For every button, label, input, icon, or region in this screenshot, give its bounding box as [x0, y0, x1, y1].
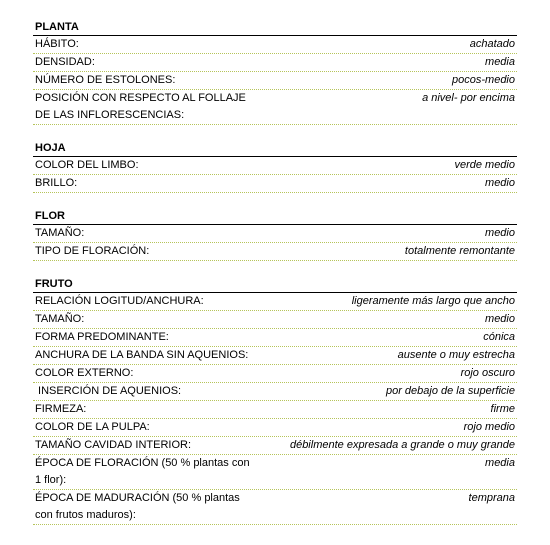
table-row — [33, 365, 517, 383]
row-label: COLOR DEL LIMBO: — [35, 159, 139, 171]
row-value: media — [485, 56, 515, 68]
table-row — [33, 293, 517, 311]
row-label: ANCHURA DE LA BANDA SIN AQUENIOS: — [35, 349, 249, 361]
row-value: ligeramente más largo que ancho — [351, 295, 515, 307]
table-row — [33, 90, 517, 125]
table-row — [33, 175, 517, 193]
row-label: TAMAÑO: — [35, 313, 85, 325]
table-row — [33, 72, 517, 90]
row-label: FORMA PREDOMINANTE: — [35, 331, 169, 343]
table-row — [33, 157, 517, 175]
row-label: COLOR DE LA PULPA: — [35, 421, 150, 433]
row-value: ausente o muy estrecha — [397, 349, 515, 361]
row-label: ÉPOCA DE MADURACIÓN (50 % plantas con frutos maduros): — [35, 492, 240, 521]
section-title: HOJA — [33, 141, 517, 157]
row-value: firme — [490, 403, 515, 415]
table-row — [33, 225, 517, 243]
table-row — [33, 36, 517, 54]
row-value: pocos-medio — [452, 74, 515, 86]
row-label: COLOR EXTERNO: — [35, 367, 134, 379]
table-row — [33, 490, 517, 525]
row-value: rojo oscuro — [460, 367, 515, 379]
row-value: totalmente remontante — [404, 245, 515, 257]
row-value: verde medio — [454, 159, 515, 171]
row-label: DENSIDAD: — [35, 56, 95, 68]
row-value: medio — [485, 227, 515, 239]
table-row — [33, 455, 517, 490]
table-row — [33, 437, 517, 455]
row-value: medio — [485, 177, 515, 189]
row-value: débilmente expresada a grande o muy grande — [289, 439, 515, 451]
row-value: rojo medio — [463, 421, 515, 433]
table-row — [33, 419, 517, 437]
row-value: por debajo de la superficie — [385, 385, 515, 397]
section-title: PLANTA — [33, 20, 517, 36]
row-label: NÚMERO DE ESTOLONES: — [35, 74, 176, 86]
table-row — [33, 383, 517, 401]
row-label: HÁBITO: — [35, 38, 79, 50]
row-value: cónica — [483, 331, 515, 343]
section-title: FLOR — [33, 209, 517, 225]
row-value: medio — [485, 313, 515, 325]
row-label: TAMAÑO CAVIDAD INTERIOR: — [35, 439, 192, 451]
characteristics-sheet — [33, 20, 517, 541]
row-value: temprana — [468, 492, 515, 504]
row-label: RELACIÓN LOGITUD/ANCHURA: — [35, 295, 204, 307]
row-value: media — [485, 457, 515, 469]
row-label: BRILLO: — [35, 177, 78, 189]
section-hoja — [33, 141, 517, 193]
row-value: a nivel- por encima — [422, 92, 515, 104]
table-row — [33, 329, 517, 347]
table-row — [33, 54, 517, 72]
table-row — [33, 311, 517, 329]
row-label: INSERCIÓN DE AQUENIOS: — [35, 385, 182, 397]
section-fruto — [33, 277, 517, 525]
row-label: ÉPOCA DE FLORACIÓN (50 % plantas con 1 flor): — [35, 457, 250, 486]
row-label: TAMAÑO: — [35, 227, 85, 239]
row-label: POSICIÓN CON RESPECTO AL FOLLAJE DE LAS INFLORESCENCIAS: — [35, 92, 246, 121]
section-title: FRUTO — [33, 277, 517, 293]
section-flor — [33, 209, 517, 261]
row-value: achatado — [469, 38, 515, 50]
table-row — [33, 347, 517, 365]
row-label: FIRMEZA: — [35, 403, 87, 415]
table-row — [33, 243, 517, 261]
section-planta — [33, 20, 517, 125]
row-label: TIPO DE FLORACIÓN: — [35, 245, 150, 257]
table-row — [33, 401, 517, 419]
